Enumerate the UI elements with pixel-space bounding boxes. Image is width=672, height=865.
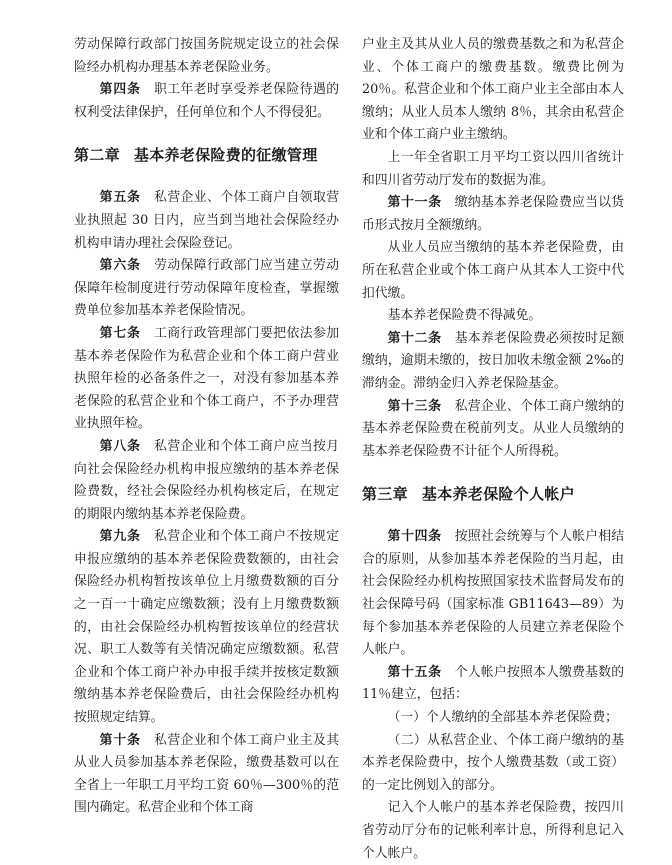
paragraph xyxy=(362,662,624,707)
paragraph-text: 户业主及其从业人员的缴费基数之和为私营企业、个体工商户的缴费基数。缴费比例为 20％。私营企业和个体工商户业主全部由本人缴纳；从业人员本人缴纳 8％，其余由私营企业和个体工商户业主缴纳。 xyxy=(362,37,624,143)
paragraph-text: 私营企业和个体工商户应当按月向社会保险经办机构申报应缴纳的基本养老保险费数，经社会保险经办机构核定后，在规定的期限内缴纳基本养老保险费。 xyxy=(74,438,340,522)
paragraph-text: 按照社会统筹与个人帐户相结合的原则，从参加基本养老保险的当月起，由社会保险经办机构按照国家技术监督局发布的社会保障号码（国家标准 GB11643—89）为每个参加基本养老保险的人员建立养老保险个人帐户。 xyxy=(362,529,625,658)
article-label: 第十一条 xyxy=(387,195,442,211)
paragraph-text: 工商行政管理部门要把依法参加基本养老保险作为私营企业和个体工商户营业执照年检的必备条件之一，对没有参加基本养老保险的私营企业和个体工商户，不予办理营业执照年检。 xyxy=(74,325,340,432)
paragraph-text: 劳动保障行政部门按国务院规定设立的社会保险经办机构办理基本养老保险业务。 xyxy=(74,37,339,75)
paragraph-text: 私营企业、个体工商户自领取营业执照起 30 日内，应当到当地社会保险经办机构申请办理社会保险登记。 xyxy=(74,190,340,251)
paragraph-text: 记入个人帐户的基本养老保险费，按四川省劳动厅分布的记帐利率计息，所得利息记入个人帐户。 xyxy=(362,800,624,861)
paragraph-text: （二）从私营企业、个体工商户缴纳的基本养老保险费中，按个人缴费基数（或工资）的一定比例划入的部分。 xyxy=(362,732,624,793)
article-label: 第九条 xyxy=(99,529,141,545)
paragraph xyxy=(362,328,624,396)
paragraph-text: 上一年全省职工月平均工资以四川省统计和四川省劳动厅发布的数据为准。 xyxy=(362,149,624,188)
paragraph xyxy=(74,79,339,124)
paragraph xyxy=(362,797,624,865)
paragraph-text: 劳动保障行政部门应当建立劳动保障年检制度进行劳动保障年度检查，掌握缴费单位参加基本养老保险情况。 xyxy=(74,258,340,319)
right-column xyxy=(362,34,624,865)
article-label: 第六条 xyxy=(99,258,141,274)
article-label: 第十三条 xyxy=(387,398,442,414)
paragraph xyxy=(74,323,339,436)
paragraph-text: 从业人员应当缴纳的基本养老保险费，由所在私营企业或个体工商户从其本人工资中代扣代缴。 xyxy=(362,240,624,301)
paragraph-text: 私营企业和个体工商户业主及其从业人员参加基本养老保险，缴费基数可以在全省上一年职工月平均工资 60％—300％的范围内确定。私营企业和个体工商 xyxy=(74,732,340,816)
paragraph-text: 基本养老保险费必须按时足额缴纳，逾期未缴的，按日加收未缴金额 2‰的滞纳金。滞纳金归入养老保险基金。 xyxy=(362,330,625,391)
article-label: 第十条 xyxy=(99,732,141,748)
chapter-title: 基本养老保险个人帐户 xyxy=(421,485,575,504)
chapter-title: 基本养老保险费的征缴管理 xyxy=(133,146,318,165)
paragraph xyxy=(74,34,339,79)
paragraph xyxy=(362,396,624,464)
paragraph-text: 个人帐户按照本人缴费基数的 11％建立，包括： xyxy=(362,664,625,703)
paragraph-text: 缴纳基本养老保险费应当以货币形式按月全额缴纳。 xyxy=(362,195,625,233)
article-label: 第五条 xyxy=(99,190,141,206)
paragraph-text: （一）个人缴纳的全部基本养老保险费； xyxy=(387,710,618,726)
article-label: 第十五条 xyxy=(387,664,442,680)
paragraph xyxy=(74,187,339,255)
chapter-number: 第二章 xyxy=(74,146,120,165)
paragraph-text: 基本养老保险费不得减免。 xyxy=(387,308,542,324)
article-label: 第七条 xyxy=(99,325,141,341)
paragraph xyxy=(74,526,339,729)
article-label: 第四条 xyxy=(99,82,141,98)
article-label: 第八条 xyxy=(99,438,141,454)
paragraph xyxy=(74,730,339,820)
paragraph xyxy=(362,526,624,662)
paragraph xyxy=(362,305,624,328)
paragraph-text: 私营企业和个体工商户不按规定申报应缴纳的基本养老保险费数额的，由社会保险经办机构暂按该单位上月缴费数额的百分之一百一十确定应缴数额；没有上月缴费数额的，由社会保险经办机构暂按该单位的经营状况、职工人数等有关情况确定应缴数额。私营企业和个体工商户补办申报手续并按核定数额缴纳基本养老保险费后，由社会保险经办机构按照规定结算。 xyxy=(74,529,340,726)
paragraph xyxy=(362,237,624,305)
paragraph xyxy=(362,707,624,730)
chapter-heading xyxy=(362,483,624,505)
paragraph xyxy=(74,436,339,526)
paragraph xyxy=(362,730,624,798)
chapter-number: 第三章 xyxy=(362,485,408,504)
paragraph xyxy=(74,255,339,323)
paragraph xyxy=(362,147,624,192)
left-column xyxy=(74,34,339,820)
paragraph xyxy=(362,192,624,237)
article-label: 第十四条 xyxy=(387,529,442,545)
paragraph-text: 职工年老时享受养老保险待遇的权利受法律保护，任何单位和个人不得侵犯。 xyxy=(74,82,340,120)
article-label: 第十二条 xyxy=(387,330,442,346)
paragraph xyxy=(362,34,624,147)
chapter-heading xyxy=(74,144,339,166)
paragraph-text: 私营企业、个体工商户缴纳的基本养老保险费在税前列支。从业人员缴纳的基本养老保险费不计征个人所得税。 xyxy=(362,398,625,459)
